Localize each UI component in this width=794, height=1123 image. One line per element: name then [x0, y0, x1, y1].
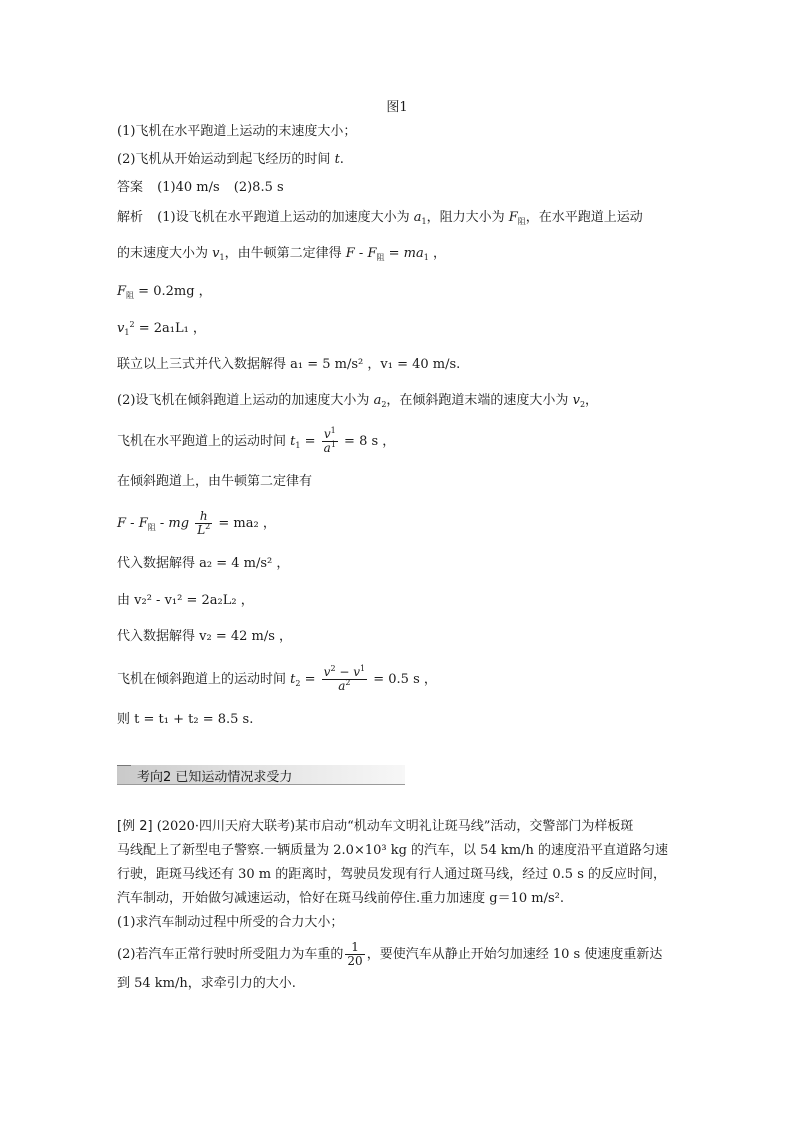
example-label: [例 2] [117, 819, 153, 834]
analysis-line-2: 的末速度大小为 $v_1$，由牛顿第二定律得 $F - F_阻 = ma_1$ ， [117, 246, 446, 262]
analysis-line-1: 解析 (1)设飞机在水平跑道上运动的加速度大小为 $a_1$，阻力大小为 $F_阻$，在水平跑道上运动 [117, 210, 643, 226]
section-bar-tick [117, 765, 131, 784]
answer-2: (2)8.5 s [233, 180, 284, 195]
example-line-4: 汽车制动，开始做匀减速运动，恰好在斑马线前停住.重力加速度 g＝10 m/s². [117, 891, 564, 906]
example-question-2: (2)若汽车正常行驶时所受阻力为车重的 $\frac{1}{20}$ ，要使汽车从静止开始匀加速经 10 s 使速度重新达 [117, 940, 663, 968]
figure-caption: 图1 [386, 100, 408, 115]
section-header-bar [117, 765, 405, 785]
example-line-2: 马线配上了新型电子警察.一辆质量为 2.0×10³ kg 的汽车，以 54 km/h 的速度沿平直道路匀速 [117, 843, 668, 858]
combine-line: 联立以上三式并代入数据解得 a₁ = 5 m/s² ，v₁ = 40 m/s. [117, 357, 461, 372]
example-2-block [117, 815, 677, 996]
a2-line: 代入数据解得 a₂ = 4 m/s² ， [117, 556, 290, 571]
incline-fraction: $\frac{h}{L^2}$ [197, 509, 211, 537]
question-2: (2)飞机从开始运动到起飞经历的时间 t. [117, 152, 344, 167]
example-question-1: (1)求汽车制动过程中所受的合力大小； [117, 915, 344, 930]
eq-v1-squared: $v_1^2 = 2a_1L_1$ ， [117, 320, 206, 337]
t2-line: 飞机在倾斜跑道上的运动时间 $t_2$ = $\frac{v^2 - v^1}{a^2}$ = 0.5 s ， [117, 664, 437, 693]
v2-equation: 由 v₂² - v₁² = 2a₂L₂ ， [117, 593, 254, 608]
t2-fraction: $\frac{v^2 - v^1}{a^2}$ [323, 664, 366, 693]
t1-line: 飞机在水平跑道上的运动时间 $t_1$ = $\frac{v^1}{a^1}$ = 8 s ， [117, 426, 396, 455]
part2-line: (2)设飞机在倾斜跑道上运动的加速度大小为 $a_2$，在倾斜跑道末端的速度大小为 $v_2$， [117, 393, 599, 409]
answer-line [117, 179, 284, 197]
eq-friction: $F_阻 = 0.2mg$ ， [117, 284, 212, 300]
analysis-label: 解析 [117, 210, 144, 225]
answer-1: (1)40 m/s [157, 180, 220, 195]
question-1: (1)飞机在水平跑道上运动的末速度大小； [117, 124, 357, 139]
v2-line: 代入数据解得 v₂ = 42 m/s ， [117, 629, 293, 644]
answer-label: 答案 [117, 180, 144, 195]
total-line: 则 t = t₁ + t₂ = 8.5 s. [117, 712, 254, 727]
section-title: 考向2 已知运动情况求受力 [137, 770, 293, 785]
incline-line: 在倾斜跑道上，由牛顿第二定律有 [117, 474, 313, 489]
incline-equation: F - $F_阻$ - mg $\frac{h}{L^2}$ = ma₂ ， [117, 509, 276, 537]
example-fraction: $\frac{1}{20}$ [347, 940, 363, 968]
example-line-3: 行驶，距斑马线还有 30 m 的距离时，驾驶员发现有行人通过斑马线，经过 0.5 s 的反应时间， [117, 867, 667, 882]
t1-fraction: $\frac{v^1}{a^1}$ [323, 426, 336, 455]
example-question-2-cont: 到 54 km/h，求牵引力的大小. [117, 976, 296, 991]
example-line-1: [例 2] (2020·四川天府大联考)某市启动“机动车文明礼让斑马线”活动，交警部门为样板斑 [117, 819, 634, 834]
